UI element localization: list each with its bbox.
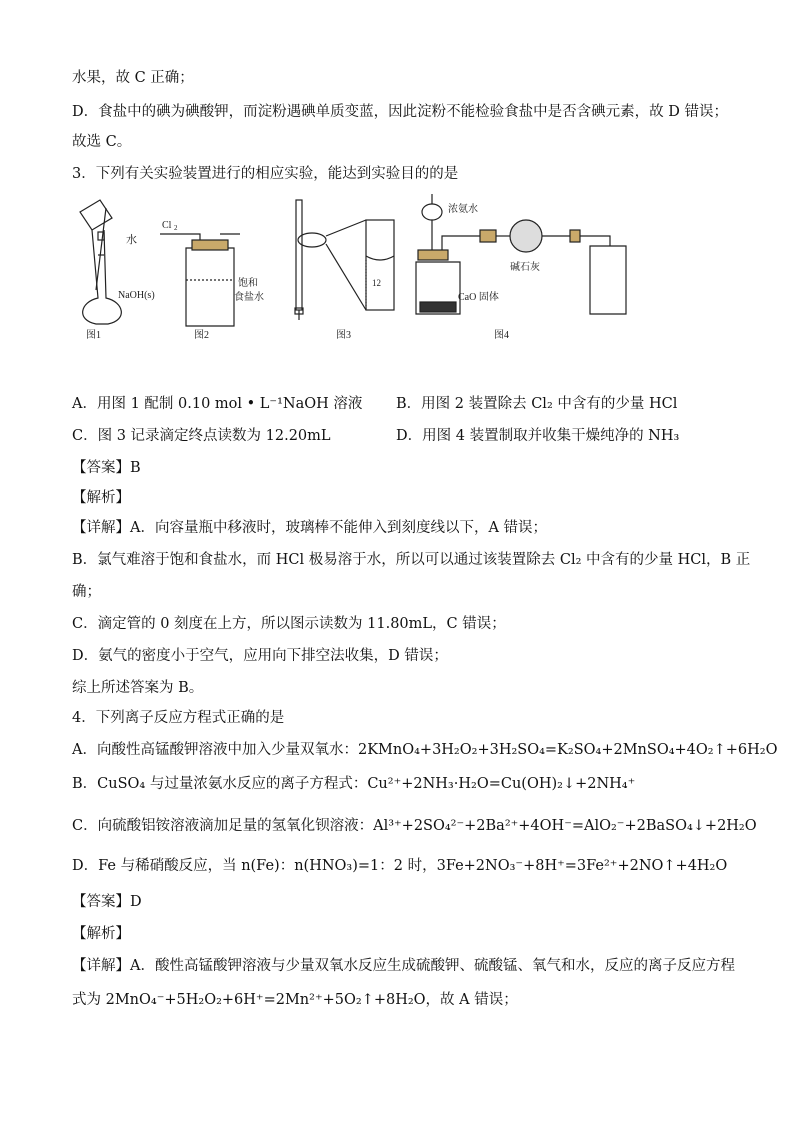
figure-3-burette [295, 200, 394, 341]
q4-detail-line: 【详解】A．酸性高锰酸钾溶液与少量双氧水反应生成硫酸钾、硫酸锰、氧气和水，反应的离子反应方程 [72, 958, 735, 974]
q3-detail-line: C．滴定管的 0 刻度在上方，所以图示读数为 11.80mL，C 错误； [72, 616, 506, 632]
q3-detail-line: 综上所述答案为 B。 [72, 680, 204, 696]
svg-text:12: 12 [372, 278, 381, 288]
caption-fig1: 图1 [86, 330, 101, 341]
caption-fig4: 图4 [494, 330, 509, 341]
caption-fig2: 图2 [194, 330, 209, 341]
apparatus-figure [70, 190, 630, 350]
question-4-stem: 4．下列离子反应方程式正确的是 [72, 710, 285, 726]
q3-detail-line: D．氨气的密度小于空气，应用向下排空法收集，D 错误； [72, 648, 448, 664]
svg-text:2: 2 [174, 224, 178, 232]
svg-text:Cl: Cl [162, 220, 172, 231]
svg-text:浓氨水: 浓氨水 [448, 204, 478, 215]
q3-answer: 【答案】B [72, 460, 141, 476]
q3-option-b: B．用图 2 装置除去 Cl₂ 中含有的少量 HCl [396, 396, 678, 412]
label-naoh: NaOH(s) [118, 290, 155, 301]
q4-option-c: C．向硫酸铝铵溶液滴加足量的氢氧化钡溶液：Al³⁺+2SO₄²⁻+2Ba²⁺+4OH⁻=AlO₂⁻+2BaSO₄↓+2H₂O [72, 818, 757, 834]
q4-answer: 【答案】D [72, 894, 142, 910]
q3-detail-line: 确； [72, 584, 101, 600]
svg-text:食盐水: 食盐水 [234, 292, 264, 303]
svg-text:CaO 固体: CaO 固体 [458, 292, 499, 303]
figure-1-volumetric-flask [80, 200, 155, 341]
q4-option-a: A．向酸性高锰酸钾溶液中加入少量双氧水：2KMnO₄+3H₂O₂+3H₂SO₄=K₂SO₄+2MnSO₄+4O₂↑+6H₂O [72, 742, 778, 758]
figure-4-ammonia-setup [416, 194, 626, 341]
q4-analysis-label: 【解析】 [72, 926, 130, 942]
caption-fig3: 图3 [336, 330, 351, 341]
q3-option-d: D．用图 4 装置制取并收集干燥纯净的 NH₃ [396, 428, 680, 444]
question-3-stem: 3．下列有关实验装置进行的相应实验，能达到实验目的的是 [72, 166, 459, 182]
figure-2-wash-bottle [160, 220, 264, 341]
q4-detail-line: 式为 2MnO₄⁻+5H₂O₂+6H⁺=2Mn²⁺+5O₂↑+8H₂O，故 A 错误； [72, 992, 518, 1008]
svg-text:饱和: 饱和 [238, 278, 258, 289]
text-line: D．食盐中的碘为碘酸钾，而淀粉遇碘单质变蓝，因此淀粉不能检验食盐中是否含碘元素，故 D 错误； [72, 104, 728, 120]
label-water: 水 [126, 234, 137, 246]
text-line: 水果，故 C 正确； [72, 70, 194, 86]
q3-option-a: A．用图 1 配制 0.10 mol • L⁻¹NaOH 溶液 [72, 396, 363, 412]
q3-detail-line: 【详解】A．向容量瓶中移液时，玻璃棒不能伸入到刻度线以下，A 错误； [72, 520, 548, 536]
text-line: 故选 C。 [72, 134, 132, 150]
q3-analysis-label: 【解析】 [72, 490, 130, 506]
svg-text:碱石灰: 碱石灰 [510, 262, 540, 273]
q4-option-d: D．Fe 与稀硝酸反应，当 n(Fe)：n(HNO₃)=1：2 时，3Fe+2NO₃⁻+8H⁺=3Fe²⁺+2NO↑+4H₂O [72, 858, 728, 874]
q3-option-c: C．图 3 记录滴定终点读数为 12.20mL [72, 428, 331, 444]
q3-detail-line: B．氯气难溶于饱和食盐水，而 HCl 极易溶于水，所以可以通过该装置除去 Cl₂ 中含有的少量 HCl，B 正 [72, 552, 751, 568]
q4-option-b: B．CuSO₄ 与过量浓氨水反应的离子方程式：Cu²⁺+2NH₃·H₂O=Cu(OH)₂↓+2NH₄⁺ [72, 776, 636, 792]
